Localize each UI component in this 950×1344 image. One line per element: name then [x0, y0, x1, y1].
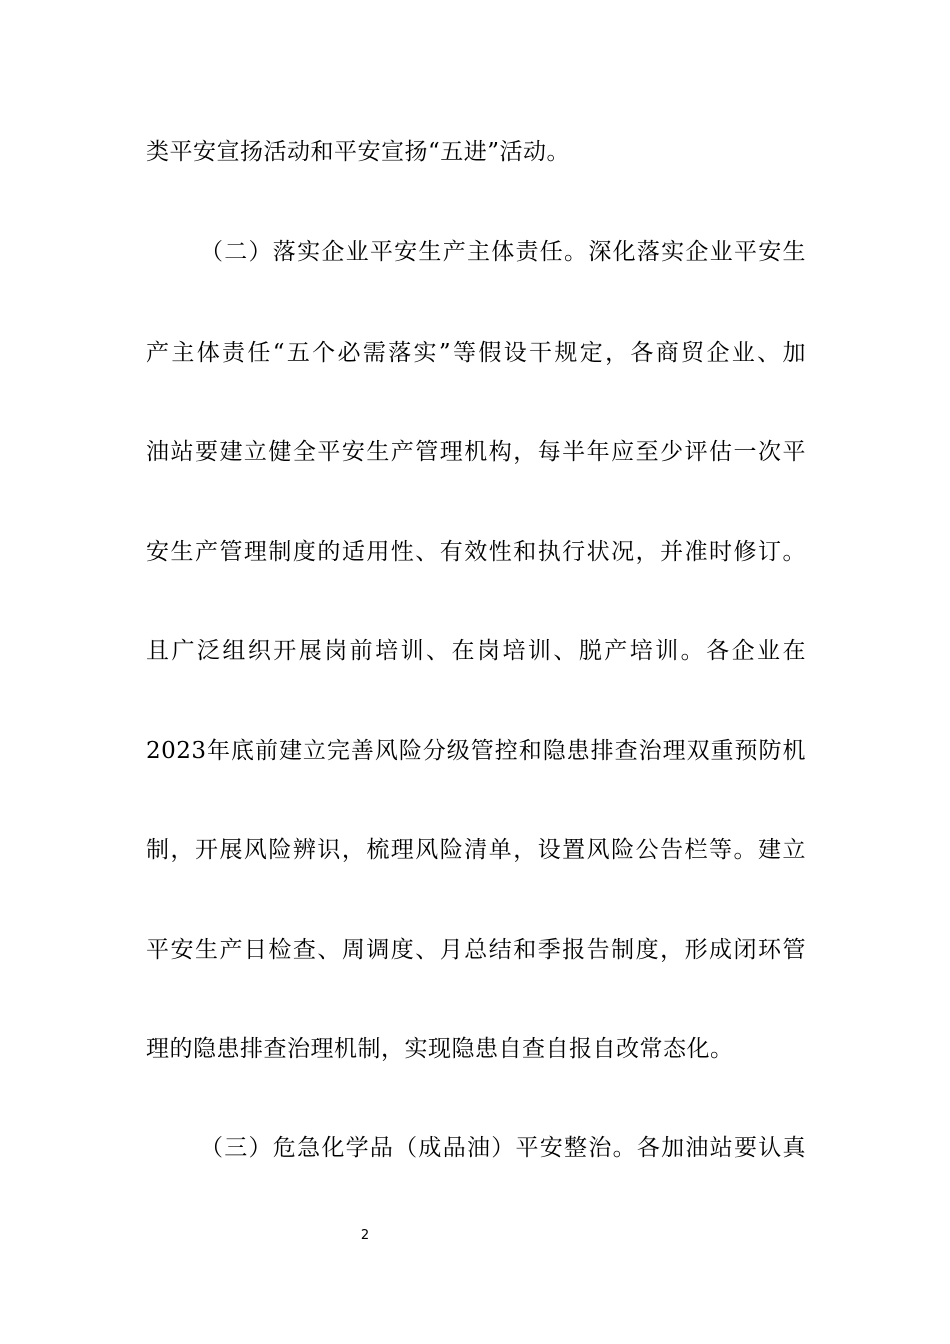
text-line-9: 平安生产日检查、周调度、月总结和季报告制度，形成闭环管	[146, 937, 806, 963]
text-line-1: 类平安宣扬活动和平安宣扬“五进”活动。	[146, 139, 571, 165]
text-line-6: 且广泛组织开展岗前培训、在岗培训、脱产培训。各企业在	[146, 638, 806, 664]
text-line-2: （二）落实企业平安生产主体责任。深化落实企业平安生	[200, 239, 806, 265]
text-line-4: 油站要建立健全平安生产管理机构，每半年应至少评估一次平	[146, 439, 806, 465]
text-line-8: 制，开展风险辨识，梳理风险清单，设置风险公告栏等。建立	[146, 837, 806, 863]
text-line-10: 理的隐患排查治理机制，实现隐患自查自报自改常态化。	[146, 1036, 734, 1062]
page-number: 2	[360, 1228, 370, 1243]
text-line-11: （三）危急化学品（成品油）平安整治。各加油站要认真	[200, 1135, 806, 1161]
text-line-5: 安生产管理制度的适用性、有效性和执行状况，并准时修订。	[146, 539, 806, 565]
text-line-3: 产主体责任“五个必需落实”等假设干规定，各商贸企业、加	[146, 340, 806, 366]
text-line-7: 2023年底前建立完善风险分级管控和隐患排查治理双重预防机	[146, 738, 806, 764]
